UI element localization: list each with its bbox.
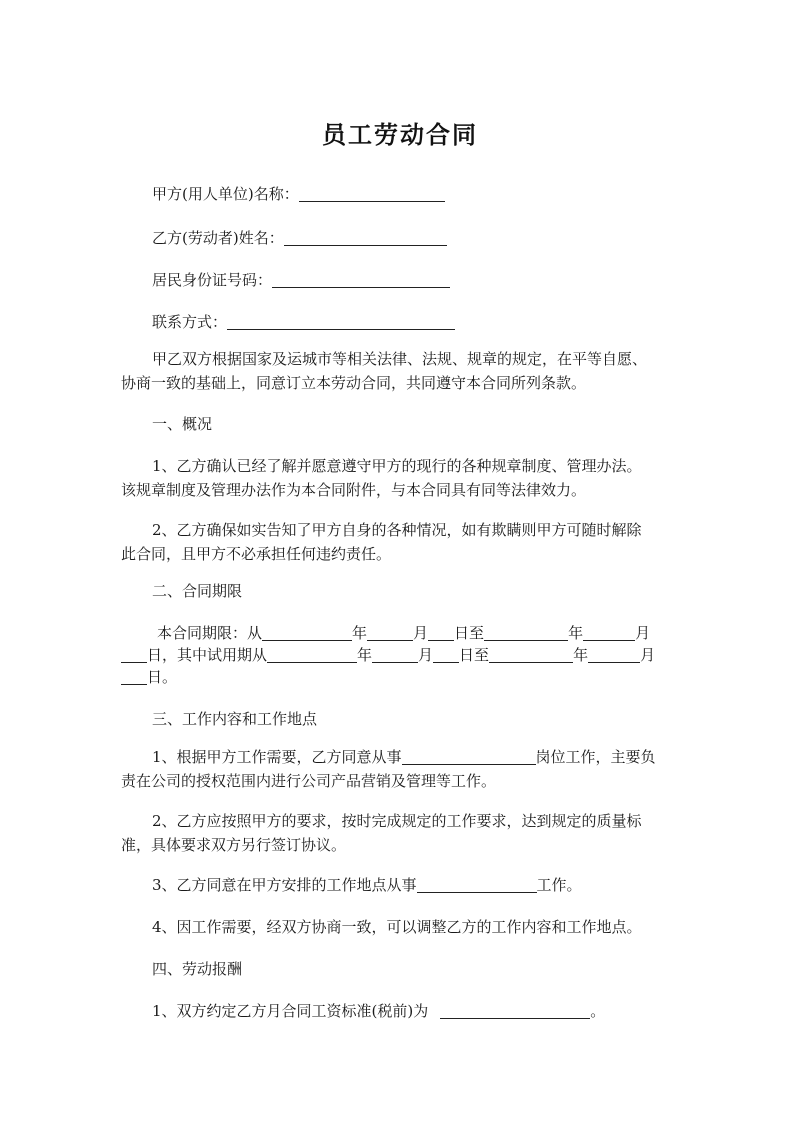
intro-line-1: 甲乙双方根据国家及运城市等相关法律、法规、规章的规定，在平等自愿、: [152, 350, 648, 368]
blank-start-month[interactable]: [367, 624, 413, 641]
clause-3-1-line-2: 责在公司的授权范围内进行公司产品营销及管理等工作。: [121, 772, 497, 790]
unit-month: 月: [635, 624, 651, 642]
clause-3-4: 4、因工作需要，经双方协商一致，可以调整乙方的工作内容和工作地点。: [152, 918, 642, 936]
field-label: 乙方(劳动者)姓名：: [152, 229, 284, 247]
field-party-b-name: [152, 227, 447, 249]
field-label: 居民身份证号码：: [152, 271, 273, 289]
section-heading-pay: 四、劳动报酬: [152, 960, 243, 978]
clause-4-1: [152, 1000, 605, 1022]
clause-3-2-line-2: 准，具体要求双方另行签订协议。: [121, 836, 347, 854]
blank-end-year[interactable]: [484, 624, 568, 641]
field-contact: [152, 311, 455, 333]
clause-text: 工作。: [536, 876, 582, 894]
unit-day-to: 日至: [459, 646, 490, 664]
section-heading-work: 三、工作内容和工作地点: [152, 710, 318, 728]
blank-trial-end-day[interactable]: [121, 668, 147, 685]
unit-day-to: 日至: [454, 624, 485, 642]
blank-party-b-name[interactable]: [284, 229, 447, 246]
blank-trial-start-day[interactable]: [433, 646, 459, 663]
blank-end-month[interactable]: [583, 624, 635, 641]
clause-3-1-line-1: [152, 746, 656, 768]
blank-party-a-name[interactable]: [299, 185, 445, 202]
unit-end: 日。: [147, 668, 178, 686]
term-line-3: [121, 666, 177, 688]
clause-text: 岗位工作，主要负: [535, 748, 656, 766]
blank-start-day[interactable]: [428, 624, 454, 641]
unit-month: 月: [640, 646, 656, 664]
blank-trial-end-month[interactable]: [588, 646, 640, 663]
blank-position[interactable]: [402, 748, 536, 765]
unit-month: 月: [413, 624, 429, 642]
field-id-number: [152, 269, 450, 291]
clause-1-1-line-1: 1、乙方确认已经了解并愿意遵守甲方的现行的各种规章制度、管理办法。: [152, 457, 642, 475]
clause-text: 1、根据甲方工作需要，乙方同意从事: [152, 748, 402, 766]
unit-year: 年: [357, 646, 373, 664]
section-heading-term: 二、合同期限: [152, 582, 243, 600]
section-heading-overview: 一、概况: [152, 415, 213, 433]
clause-1-2-line-2: 此合同，且甲方不必承担任何违约责任。: [121, 545, 392, 563]
blank-contact[interactable]: [227, 313, 455, 330]
field-party-a-name: [152, 183, 445, 205]
clause-1-1-line-2: 该规章制度及管理办法作为本合同附件，与本合同具有同等法律效力。: [121, 481, 587, 499]
blank-id-number[interactable]: [272, 271, 450, 288]
blank-start-year[interactable]: [262, 624, 352, 641]
clause-1-2-line-1: 2、乙方确保如实告知了甲方自身的各种情况，如有欺瞒则甲方可随时解除: [152, 521, 642, 539]
clause-3-2-line-1: 2、乙方应按照甲方的要求，按时完成规定的工作要求，达到规定的质量标: [152, 812, 642, 830]
document-title: 员工劳动合同: [322, 121, 478, 149]
intro-line-2: 协商一致的基础上，同意订立本劳动合同，共同遵守本合同所列条款。: [121, 374, 587, 392]
term-line-1: [157, 622, 650, 644]
clause-text: 。: [590, 1002, 606, 1020]
field-label: 联系方式：: [152, 313, 228, 331]
unit-year: 年: [352, 624, 368, 642]
blank-trial-start-month[interactable]: [372, 646, 418, 663]
blank-trial-start-year[interactable]: [267, 646, 357, 663]
blank-trial-end-year[interactable]: [489, 646, 573, 663]
clause-text: 1、双方约定乙方月合同工资标准(税前)为: [152, 1002, 429, 1020]
clause-text: 3、乙方同意在甲方安排的工作地点从事: [152, 876, 417, 894]
unit-month: 月: [418, 646, 434, 664]
field-label: 甲方(用人单位)名称：: [152, 185, 299, 203]
blank-work-location[interactable]: [417, 876, 537, 893]
clause-3-3: [152, 874, 582, 896]
blank-monthly-salary[interactable]: [440, 1002, 590, 1019]
blank-end-day[interactable]: [121, 646, 147, 663]
term-prefix: 本合同期限：从: [157, 624, 263, 642]
unit-trial: 日，其中试用期从: [147, 646, 268, 664]
unit-year: 年: [573, 646, 589, 664]
term-line-2: [121, 644, 655, 666]
unit-year: 年: [568, 624, 584, 642]
